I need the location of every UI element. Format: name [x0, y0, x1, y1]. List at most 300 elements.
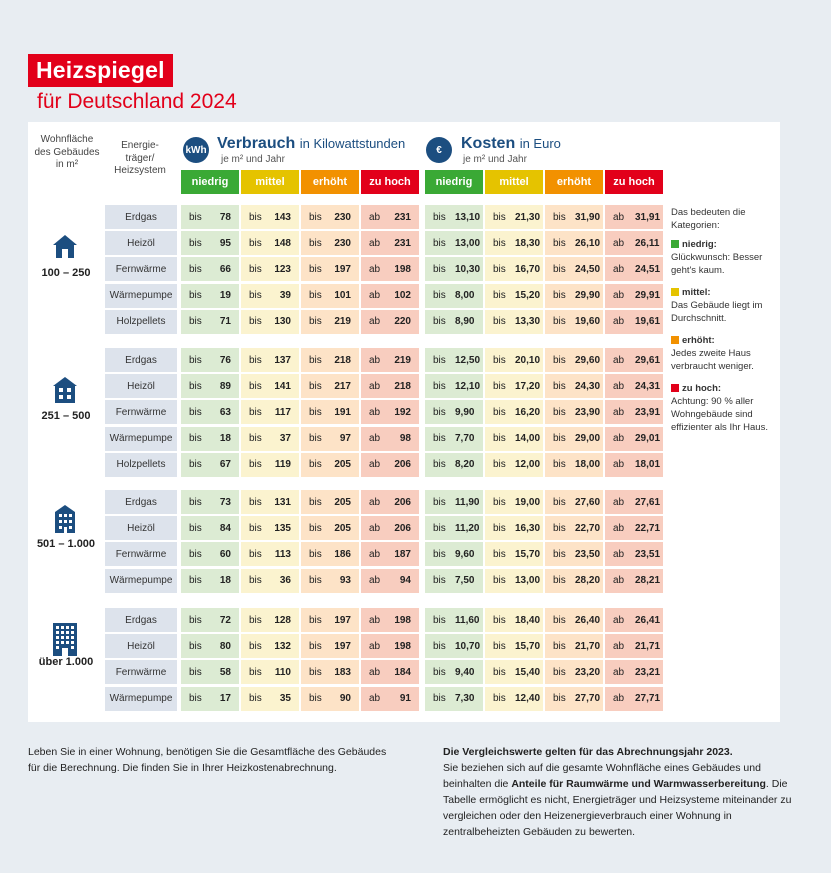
cell-value: 197	[334, 263, 351, 275]
cell-value: 95	[219, 237, 231, 249]
cell-prefix: bis	[309, 263, 322, 275]
cell-value: 22,71	[635, 522, 661, 534]
legend-text: Achtung: 90 % aller Wohngebäude sind effizienter als Ihr Haus.	[671, 396, 768, 433]
consumption-cell-mittel	[241, 257, 299, 281]
cost-cell-mittel	[485, 516, 543, 540]
footer-right-text-2: . Die Tabelle ermöglicht es nicht, Energieträger und Heizsysteme miteinander zu vergleichen oder den Heizenergieverbrauch einer Wohnung in zentralbeheizten Gebäuden zu bewerten.	[443, 778, 792, 838]
cell-prefix: bis	[249, 354, 262, 366]
cell-value: 18,00	[575, 459, 601, 471]
cell-prefix: ab	[369, 522, 381, 534]
footer-note-right	[443, 744, 803, 840]
cost-cell-erhoeht	[545, 427, 603, 451]
cell-prefix: bis	[433, 548, 446, 560]
red-square-icon	[671, 384, 679, 392]
cell-prefix: bis	[189, 575, 202, 587]
cell-value: 29,60	[575, 354, 601, 366]
energy-carrier-label: Heizöl	[105, 634, 177, 658]
cell-prefix: bis	[493, 459, 506, 471]
cell-prefix: ab	[369, 433, 381, 445]
cell-prefix: bis	[309, 433, 322, 445]
cell-value: 63	[219, 406, 231, 418]
cost-cell-niedrig	[425, 660, 483, 684]
consumption-cell-niedrig	[181, 400, 239, 424]
cell-value: 137	[274, 354, 291, 366]
cost-cell-zu-hoch	[605, 608, 663, 632]
cost-cell-niedrig	[425, 490, 483, 514]
cell-prefix: bis	[249, 406, 262, 418]
consumption-cell-mittel	[241, 231, 299, 255]
consumption-cell-niedrig	[181, 608, 239, 632]
energy-carrier-label: Heizöl	[105, 231, 177, 255]
cell-prefix: bis	[493, 380, 506, 392]
cell-value: 73	[219, 496, 231, 508]
cell-value: 110	[274, 666, 291, 678]
cell-value: 18,40	[515, 614, 541, 626]
consumption-cell-mittel	[241, 310, 299, 334]
cell-value: 230	[334, 237, 351, 249]
cell-value: 18	[219, 575, 231, 587]
consumption-title	[217, 135, 405, 153]
cell-value: 23,20	[575, 666, 601, 678]
cell-value: 12,10	[455, 380, 481, 392]
cost-cell-erhoeht	[545, 608, 603, 632]
cost-cell-mittel	[485, 231, 543, 255]
cell-value: 28,20	[575, 575, 601, 587]
consumption-cell-erhoeht	[301, 427, 359, 451]
cell-value: 198	[394, 640, 411, 652]
cell-value: 19,61	[635, 316, 661, 328]
consumption-cell-zu-hoch	[361, 284, 419, 308]
cost-cell-erhoeht	[545, 660, 603, 684]
cell-value: 31,90	[575, 211, 601, 223]
cell-value: 29,91	[635, 290, 661, 302]
consumption-cell-niedrig	[181, 542, 239, 566]
cost-title-text: Kosten	[461, 135, 516, 152]
cell-prefix: ab	[613, 380, 625, 392]
building-size-label: 501 – 1.000	[36, 538, 96, 551]
cell-value: 218	[334, 354, 351, 366]
cell-value: 22,70	[575, 522, 601, 534]
cost-cell-niedrig	[425, 542, 483, 566]
building-size-label: 251 – 500	[41, 409, 91, 422]
cell-prefix: ab	[613, 522, 625, 534]
cost-cell-mittel	[485, 660, 543, 684]
cell-value: 8,90	[455, 316, 475, 328]
cost-cell-zu-hoch	[605, 400, 663, 424]
consumption-title-text: Verbrauch	[217, 135, 296, 152]
cell-prefix: bis	[433, 666, 446, 678]
consumption-cell-zu-hoch	[361, 687, 419, 711]
cost-cell-zu-hoch	[605, 427, 663, 451]
category-header-niedrig: niedrig	[181, 170, 239, 194]
category-header-zu-hoch: zu hoch	[361, 170, 419, 194]
cell-value: 13,30	[515, 316, 541, 328]
cell-prefix: bis	[433, 380, 446, 392]
cell-value: 220	[394, 316, 411, 328]
cell-value: 93	[339, 575, 351, 587]
cost-cell-mittel	[485, 453, 543, 477]
cell-value: 10,70	[455, 640, 481, 652]
cell-prefix: ab	[613, 614, 625, 626]
cell-value: 94	[399, 575, 411, 587]
cell-prefix: bis	[189, 316, 202, 328]
cell-prefix: bis	[493, 666, 506, 678]
house-icon	[52, 233, 78, 264]
cell-value: 26,10	[575, 237, 601, 249]
cell-value: 20,10	[515, 354, 541, 366]
cell-prefix: bis	[433, 496, 446, 508]
consumption-cell-erhoeht	[301, 660, 359, 684]
cell-prefix: ab	[613, 640, 625, 652]
cost-cell-erhoeht	[545, 453, 603, 477]
cell-value: 84	[219, 522, 231, 534]
cost-cell-erhoeht	[545, 374, 603, 398]
cell-value: 26,11	[635, 237, 660, 249]
cell-value: 186	[334, 548, 351, 560]
cell-prefix: bis	[553, 211, 566, 223]
cell-value: 97	[339, 433, 351, 445]
cell-prefix: ab	[369, 211, 381, 223]
cell-value: 198	[394, 263, 411, 275]
consumption-cell-mittel	[241, 516, 299, 540]
cell-prefix: ab	[613, 459, 625, 471]
cell-value: 7,30	[455, 693, 475, 705]
cell-prefix: bis	[249, 211, 262, 223]
cell-value: 8,00	[455, 290, 475, 302]
cell-value: 76	[219, 354, 231, 366]
cell-value: 15,70	[515, 548, 541, 560]
consumption-cell-niedrig	[181, 453, 239, 477]
cost-cell-niedrig	[425, 310, 483, 334]
cell-value: 119	[274, 459, 291, 471]
legend-item-zu-hoch	[671, 382, 781, 434]
cell-value: 11,90	[455, 496, 480, 508]
cell-value: 219	[394, 354, 411, 366]
cell-value: 37	[279, 433, 291, 445]
consumption-cell-erhoeht	[301, 348, 359, 372]
carrier-column-header: Energie-träger/ Heizsystem	[114, 140, 166, 176]
cell-value: 205	[334, 459, 351, 471]
cost-cell-mittel	[485, 284, 543, 308]
cell-value: 27,70	[575, 693, 601, 705]
cell-prefix: bis	[309, 354, 322, 366]
energy-carrier-label: Erdgas	[105, 205, 177, 229]
cell-value: 7,50	[455, 575, 475, 587]
cell-prefix: bis	[553, 290, 566, 302]
consumption-cell-mittel	[241, 608, 299, 632]
cost-cell-mittel	[485, 400, 543, 424]
consumption-cell-niedrig	[181, 660, 239, 684]
cost-unit: je m² und Jahr	[463, 154, 527, 165]
consumption-cell-erhoeht	[301, 687, 359, 711]
cost-cell-erhoeht	[545, 569, 603, 593]
consumption-cell-mittel	[241, 284, 299, 308]
cell-prefix: bis	[189, 354, 202, 366]
cost-cell-niedrig	[425, 427, 483, 451]
cell-prefix: bis	[553, 263, 566, 275]
cell-prefix: bis	[249, 459, 262, 471]
cell-prefix: bis	[433, 237, 446, 249]
cell-value: 19	[219, 290, 231, 302]
consumption-cell-niedrig	[181, 687, 239, 711]
cell-prefix: bis	[493, 575, 506, 587]
consumption-cell-niedrig	[181, 427, 239, 451]
cell-value: 8,20	[455, 459, 475, 471]
energy-carrier-label: Holzpellets	[105, 310, 177, 334]
cost-cell-mittel	[485, 310, 543, 334]
consumption-cell-zu-hoch	[361, 608, 419, 632]
legend-intro: Das bedeuten die Kategorien:	[671, 207, 746, 231]
cell-prefix: bis	[189, 211, 202, 223]
cell-value: 183	[334, 666, 351, 678]
cost-cell-zu-hoch	[605, 490, 663, 514]
apartment-building-icon	[52, 504, 78, 539]
energy-carrier-label: Holzpellets	[105, 453, 177, 477]
cell-value: 91	[399, 693, 411, 705]
cell-prefix: bis	[433, 640, 446, 652]
cell-prefix: ab	[613, 575, 625, 587]
consumption-cell-niedrig	[181, 634, 239, 658]
cell-value: 98	[399, 433, 411, 445]
cell-value: 21,30	[515, 211, 541, 223]
cell-value: 231	[394, 211, 411, 223]
energy-carrier-label: Wärmepumpe	[105, 569, 177, 593]
cell-value: 23,91	[635, 406, 661, 418]
cell-value: 14,00	[515, 433, 541, 445]
cell-value: 18,30	[515, 237, 541, 249]
consumption-cell-zu-hoch	[361, 374, 419, 398]
cell-prefix: ab	[613, 211, 625, 223]
cell-value: 26,40	[575, 614, 601, 626]
cell-prefix: bis	[553, 237, 566, 249]
cell-prefix: bis	[189, 406, 202, 418]
cell-prefix: bis	[493, 263, 506, 275]
cell-value: 27,71	[635, 693, 661, 705]
cell-prefix: ab	[369, 237, 381, 249]
cost-cell-zu-hoch	[605, 660, 663, 684]
cell-prefix: bis	[553, 354, 566, 366]
cell-value: 205	[334, 522, 351, 534]
cell-prefix: bis	[189, 666, 202, 678]
cell-prefix: bis	[249, 666, 262, 678]
cell-value: 9,40	[455, 666, 475, 678]
cell-value: 9,60	[455, 548, 475, 560]
legend-head: zu hoch:	[682, 383, 722, 394]
category-header-erhoeht: erhöht	[301, 170, 359, 194]
footer-note-left: Leben Sie in einer Wohnung, benötigen Sie die Gesamtfläche des Gebäudes für die Berechnung. Die finden Sie in Ihrer Heizkostenabrechnung.	[28, 746, 387, 774]
cost-cell-niedrig	[425, 284, 483, 308]
legend-text: Glückwunsch: Besser geht's kaum.	[671, 252, 763, 276]
cell-value: 19,60	[575, 316, 601, 328]
cell-value: 23,50	[575, 548, 601, 560]
energy-carrier-label: Erdgas	[105, 490, 177, 514]
consumption-cell-niedrig	[181, 257, 239, 281]
cell-prefix: bis	[493, 433, 506, 445]
cell-prefix: bis	[309, 496, 322, 508]
consumption-cell-erhoeht	[301, 400, 359, 424]
cell-value: 102	[394, 290, 411, 302]
cell-value: 80	[219, 640, 231, 652]
cost-cell-mittel	[485, 608, 543, 632]
cell-prefix: ab	[613, 548, 625, 560]
cell-value: 15,40	[515, 666, 541, 678]
cell-prefix: bis	[493, 290, 506, 302]
cost-cell-erhoeht	[545, 348, 603, 372]
cell-value: 12,00	[515, 459, 541, 471]
cell-prefix: bis	[309, 237, 322, 249]
cell-prefix: bis	[553, 522, 566, 534]
category-header-erhoeht: erhöht	[545, 170, 603, 194]
energy-carrier-label: Erdgas	[105, 348, 177, 372]
page-subtitle: für Deutschland 2024	[37, 90, 237, 113]
cell-value: 12,40	[515, 693, 541, 705]
euro-icon: €	[426, 137, 452, 163]
cell-prefix: ab	[613, 237, 625, 249]
kwh-icon: kWh	[183, 137, 209, 163]
consumption-cell-erhoeht	[301, 542, 359, 566]
consumption-cell-mittel	[241, 205, 299, 229]
cell-value: 39	[279, 290, 291, 302]
cell-prefix: bis	[249, 522, 262, 534]
legend-head: niedrig:	[682, 239, 717, 250]
cell-prefix: bis	[189, 522, 202, 534]
cell-prefix: ab	[613, 354, 625, 366]
cost-cell-erhoeht	[545, 257, 603, 281]
cell-prefix: ab	[369, 614, 381, 626]
cell-value: 16,30	[515, 522, 541, 534]
cell-value: 36	[279, 575, 291, 587]
consumption-cell-mittel	[241, 687, 299, 711]
consumption-cell-mittel	[241, 400, 299, 424]
consumption-cell-mittel	[241, 569, 299, 593]
consumption-cell-zu-hoch	[361, 348, 419, 372]
cell-prefix: bis	[493, 406, 506, 418]
cell-prefix: bis	[553, 433, 566, 445]
cost-cell-niedrig	[425, 205, 483, 229]
legend-head: erhöht:	[682, 335, 715, 346]
energy-carrier-label: Fernwärme	[105, 400, 177, 424]
cell-prefix: ab	[369, 496, 381, 508]
cost-cell-niedrig	[425, 231, 483, 255]
energy-carrier-label: Wärmepumpe	[105, 427, 177, 451]
consumption-cell-zu-hoch	[361, 231, 419, 255]
cell-prefix: bis	[433, 406, 446, 418]
cell-prefix: ab	[369, 406, 381, 418]
cell-prefix: ab	[613, 666, 625, 678]
consumption-cell-niedrig	[181, 374, 239, 398]
cell-prefix: bis	[189, 614, 202, 626]
building-size-label: über 1.000	[38, 656, 94, 669]
cell-prefix: bis	[433, 693, 446, 705]
consumption-cell-niedrig	[181, 205, 239, 229]
energy-carrier-label: Fernwärme	[105, 660, 177, 684]
cost-cell-mittel	[485, 205, 543, 229]
cell-prefix: ab	[613, 263, 625, 275]
cost-cell-mittel	[485, 490, 543, 514]
cell-prefix: bis	[553, 496, 566, 508]
cell-value: 15,70	[515, 640, 541, 652]
cell-prefix: bis	[553, 693, 566, 705]
cell-prefix: bis	[433, 211, 446, 223]
energy-carrier-label: Fernwärme	[105, 257, 177, 281]
consumption-cell-mittel	[241, 542, 299, 566]
cost-cell-erhoeht	[545, 490, 603, 514]
cost-cell-erhoeht	[545, 310, 603, 334]
cell-value: 24,50	[575, 263, 601, 275]
consumption-cell-erhoeht	[301, 634, 359, 658]
cell-prefix: bis	[249, 575, 262, 587]
cell-value: 28,21	[635, 575, 661, 587]
cost-cell-mittel	[485, 634, 543, 658]
cell-value: 218	[394, 380, 411, 392]
cell-value: 7,70	[455, 433, 475, 445]
cell-value: 13,10	[455, 211, 481, 223]
cell-value: 21,70	[575, 640, 601, 652]
cell-prefix: bis	[249, 433, 262, 445]
cost-cell-mittel	[485, 687, 543, 711]
cell-prefix: bis	[493, 354, 506, 366]
cell-value: 187	[394, 548, 411, 560]
cell-prefix: bis	[309, 548, 322, 560]
cost-cell-erhoeht	[545, 634, 603, 658]
cell-value: 23,90	[575, 406, 601, 418]
legend-item-mittel	[671, 286, 781, 325]
cell-value: 19,00	[515, 496, 541, 508]
cell-value: 191	[334, 406, 351, 418]
consumption-cell-mittel	[241, 427, 299, 451]
consumption-cell-zu-hoch	[361, 660, 419, 684]
cell-value: 24,31	[635, 380, 661, 392]
cell-value: 128	[274, 614, 291, 626]
cell-value: 131	[274, 496, 291, 508]
cost-cell-niedrig	[425, 687, 483, 711]
cell-value: 12,50	[455, 354, 481, 366]
cell-value: 89	[219, 380, 231, 392]
cell-prefix: bis	[249, 496, 262, 508]
cost-cell-niedrig	[425, 453, 483, 477]
cell-prefix: ab	[613, 290, 625, 302]
cost-cell-zu-hoch	[605, 453, 663, 477]
cell-prefix: bis	[249, 548, 262, 560]
cell-value: 197	[334, 614, 351, 626]
consumption-cell-erhoeht	[301, 608, 359, 632]
cost-cell-zu-hoch	[605, 310, 663, 334]
cost-title	[461, 135, 561, 153]
cell-value: 141	[274, 380, 291, 392]
consumption-cell-erhoeht	[301, 490, 359, 514]
cell-prefix: bis	[189, 290, 202, 302]
cell-prefix: ab	[613, 433, 625, 445]
cell-prefix: bis	[189, 693, 202, 705]
cell-prefix: ab	[369, 640, 381, 652]
cell-value: 113	[274, 548, 291, 560]
cell-value: 29,00	[575, 433, 601, 445]
page-title: Heizspiegel	[28, 54, 173, 87]
cell-prefix: bis	[433, 263, 446, 275]
cell-prefix: bis	[309, 290, 322, 302]
cell-prefix: ab	[369, 575, 381, 587]
cost-cell-zu-hoch	[605, 634, 663, 658]
cell-value: 58	[219, 666, 231, 678]
cost-cell-zu-hoch	[605, 687, 663, 711]
cost-cell-mittel	[485, 542, 543, 566]
consumption-cell-niedrig	[181, 284, 239, 308]
cell-prefix: bis	[189, 237, 202, 249]
consumption-cell-niedrig	[181, 231, 239, 255]
cost-cell-zu-hoch	[605, 205, 663, 229]
cell-value: 17,20	[515, 380, 541, 392]
cost-cell-erhoeht	[545, 205, 603, 229]
